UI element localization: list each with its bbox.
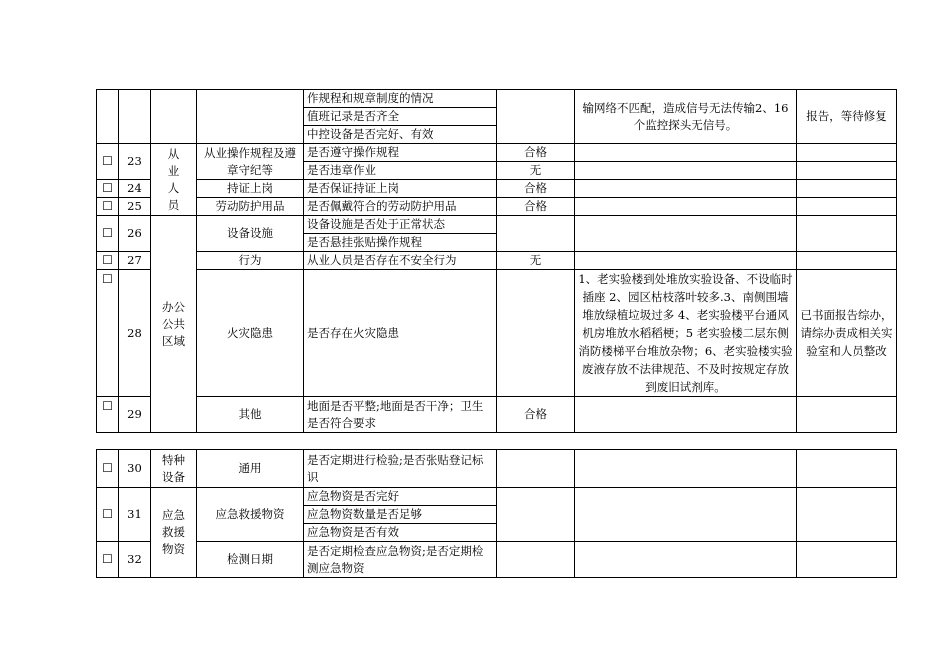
category-special: 特种设备 bbox=[151, 450, 197, 488]
row-checkbox[interactable]: ☐ bbox=[97, 542, 119, 578]
number-cell bbox=[119, 90, 151, 144]
issue-cell bbox=[575, 144, 797, 162]
issue-cell bbox=[575, 216, 797, 252]
row-checkbox[interactable]: ☐ bbox=[97, 198, 119, 216]
action-cell: 已书面报告综办，请综办责成相关实验室和人员整改 bbox=[797, 270, 897, 397]
item-cell: 是否存在火灾隐患 bbox=[304, 270, 497, 397]
category-people: 从业人员 bbox=[151, 144, 197, 216]
result-cell bbox=[497, 216, 575, 252]
project-cell: 其他 bbox=[197, 397, 304, 433]
project-cell bbox=[197, 90, 304, 144]
result-cell: 合格 bbox=[497, 144, 575, 162]
issue-cell bbox=[575, 252, 797, 270]
table-row bbox=[97, 488, 897, 506]
row-checkbox[interactable]: ☐ bbox=[97, 216, 119, 252]
issue-cell: 输网络不匹配，造成信号无法传输2、16个监控探头无信号。 bbox=[575, 90, 797, 144]
item-cell: 是否定期检查应急物资;是否定期检测应急物资 bbox=[304, 542, 497, 578]
row-number: 30 bbox=[119, 450, 151, 488]
issue-cell bbox=[575, 450, 797, 488]
row-checkbox[interactable]: ☐ bbox=[97, 180, 119, 198]
issue-cell bbox=[575, 162, 797, 180]
item-cell: 是否悬挂张贴操作规程 bbox=[304, 234, 497, 252]
item-cell: 是否遵守操作规程 bbox=[304, 144, 497, 162]
result-cell: 合格 bbox=[497, 198, 575, 216]
table-row bbox=[97, 144, 897, 162]
project-cell: 持证上岗 bbox=[197, 180, 304, 198]
project-cell: 通用 bbox=[197, 450, 304, 488]
item-cell: 是否违章作业 bbox=[304, 162, 497, 180]
checkbox-cell bbox=[97, 90, 119, 144]
row-number: 29 bbox=[119, 397, 151, 433]
item-cell: 地面是否平整;地面是否干净；卫生是否符合要求 bbox=[304, 397, 497, 433]
row-number: 26 bbox=[119, 216, 151, 252]
project-cell: 从业操作规程及遵章守纪等 bbox=[197, 144, 304, 180]
inspection-table-1 bbox=[96, 89, 897, 433]
table-row bbox=[97, 397, 897, 433]
item-cell: 应急物资是否有效 bbox=[304, 524, 497, 542]
row-number: 24 bbox=[119, 180, 151, 198]
project-cell: 火灾隐患 bbox=[197, 270, 304, 397]
item-cell: 设备设施是否处于正常状态 bbox=[304, 216, 497, 234]
table-row bbox=[97, 450, 897, 488]
action-cell bbox=[797, 198, 897, 216]
row-checkbox[interactable]: ☐ bbox=[97, 450, 119, 488]
action-cell: 报告，等待修复 bbox=[797, 90, 897, 144]
action-cell bbox=[797, 488, 897, 542]
action-cell bbox=[797, 216, 897, 252]
item-cell: 是否佩戴符合的劳动防护用品 bbox=[304, 198, 497, 216]
row-number: 25 bbox=[119, 198, 151, 216]
issue-cell bbox=[575, 198, 797, 216]
item-cell: 作规程和规章制度的情况 bbox=[304, 90, 497, 108]
table-row bbox=[97, 270, 897, 397]
item-cell: 值班记录是否齐全 bbox=[304, 108, 497, 126]
item-cell: 中控设备是否完好、有效 bbox=[304, 126, 497, 144]
category-office: 办公公共区域 bbox=[151, 216, 197, 433]
result-cell bbox=[497, 450, 575, 488]
item-cell: 从业人员是否存在不安全行为 bbox=[304, 252, 497, 270]
table-row bbox=[97, 252, 897, 270]
inspection-table-2 bbox=[96, 449, 897, 578]
row-number: 28 bbox=[119, 270, 151, 397]
action-cell bbox=[797, 450, 897, 488]
table-row bbox=[97, 180, 897, 198]
item-cell: 应急物资数量是否足够 bbox=[304, 506, 497, 524]
issue-cell bbox=[575, 180, 797, 198]
row-number: 23 bbox=[119, 144, 151, 180]
table-row bbox=[97, 198, 897, 216]
action-cell bbox=[797, 252, 897, 270]
project-cell: 应急救援物资 bbox=[197, 488, 304, 542]
row-checkbox[interactable]: ☐ bbox=[97, 252, 119, 270]
item-cell: 应急物资是否完好 bbox=[304, 488, 497, 506]
result-cell bbox=[497, 90, 575, 144]
row-checkbox[interactable]: ☐ bbox=[97, 488, 119, 542]
issue-cell bbox=[575, 397, 797, 433]
row-number: 32 bbox=[119, 542, 151, 578]
table-row bbox=[97, 90, 897, 108]
table-row bbox=[97, 216, 897, 234]
result-cell bbox=[497, 542, 575, 578]
action-cell bbox=[797, 397, 897, 433]
result-cell: 无 bbox=[497, 252, 575, 270]
action-cell bbox=[797, 180, 897, 198]
issue-cell bbox=[575, 488, 797, 542]
category-emergency: 应急救援物资 bbox=[151, 488, 197, 578]
action-cell bbox=[797, 162, 897, 180]
action-cell bbox=[797, 144, 897, 162]
item-cell: 是否保证持证上岗 bbox=[304, 180, 497, 198]
row-number: 31 bbox=[119, 488, 151, 542]
row-checkbox[interactable]: ☐ bbox=[97, 144, 119, 180]
result-cell bbox=[497, 488, 575, 542]
project-cell: 行为 bbox=[197, 252, 304, 270]
project-cell: 设备设施 bbox=[197, 216, 304, 252]
row-checkbox[interactable]: ☐ bbox=[97, 397, 119, 433]
issue-cell bbox=[575, 542, 797, 578]
result-cell: 合格 bbox=[497, 180, 575, 198]
row-number: 27 bbox=[119, 252, 151, 270]
result-cell: 无 bbox=[497, 162, 575, 180]
issue-cell: 1、老实验楼到处堆放实验设备、不设临时插座 2、园区枯枝落叶较多.3、南侧围墙堆放绿植垃圾过多 4、老实验楼平台通风机房堆放水稻稻梗；5 老实验楼二层东侧消防楼梯平台堆放杂物；6、老实验楼实验废液存放不法律规范、不及时按规定存放到废旧试剂库。 bbox=[575, 270, 797, 397]
table-row bbox=[97, 542, 897, 578]
action-cell bbox=[797, 542, 897, 578]
result-cell bbox=[497, 270, 575, 397]
category-cell bbox=[151, 90, 197, 144]
row-checkbox[interactable]: ☐ bbox=[97, 270, 119, 397]
item-cell: 是否定期进行检验;是否张贴登记标识 bbox=[304, 450, 497, 488]
result-cell: 合格 bbox=[497, 397, 575, 433]
project-cell: 劳动防护用品 bbox=[197, 198, 304, 216]
project-cell: 检测日期 bbox=[197, 542, 304, 578]
